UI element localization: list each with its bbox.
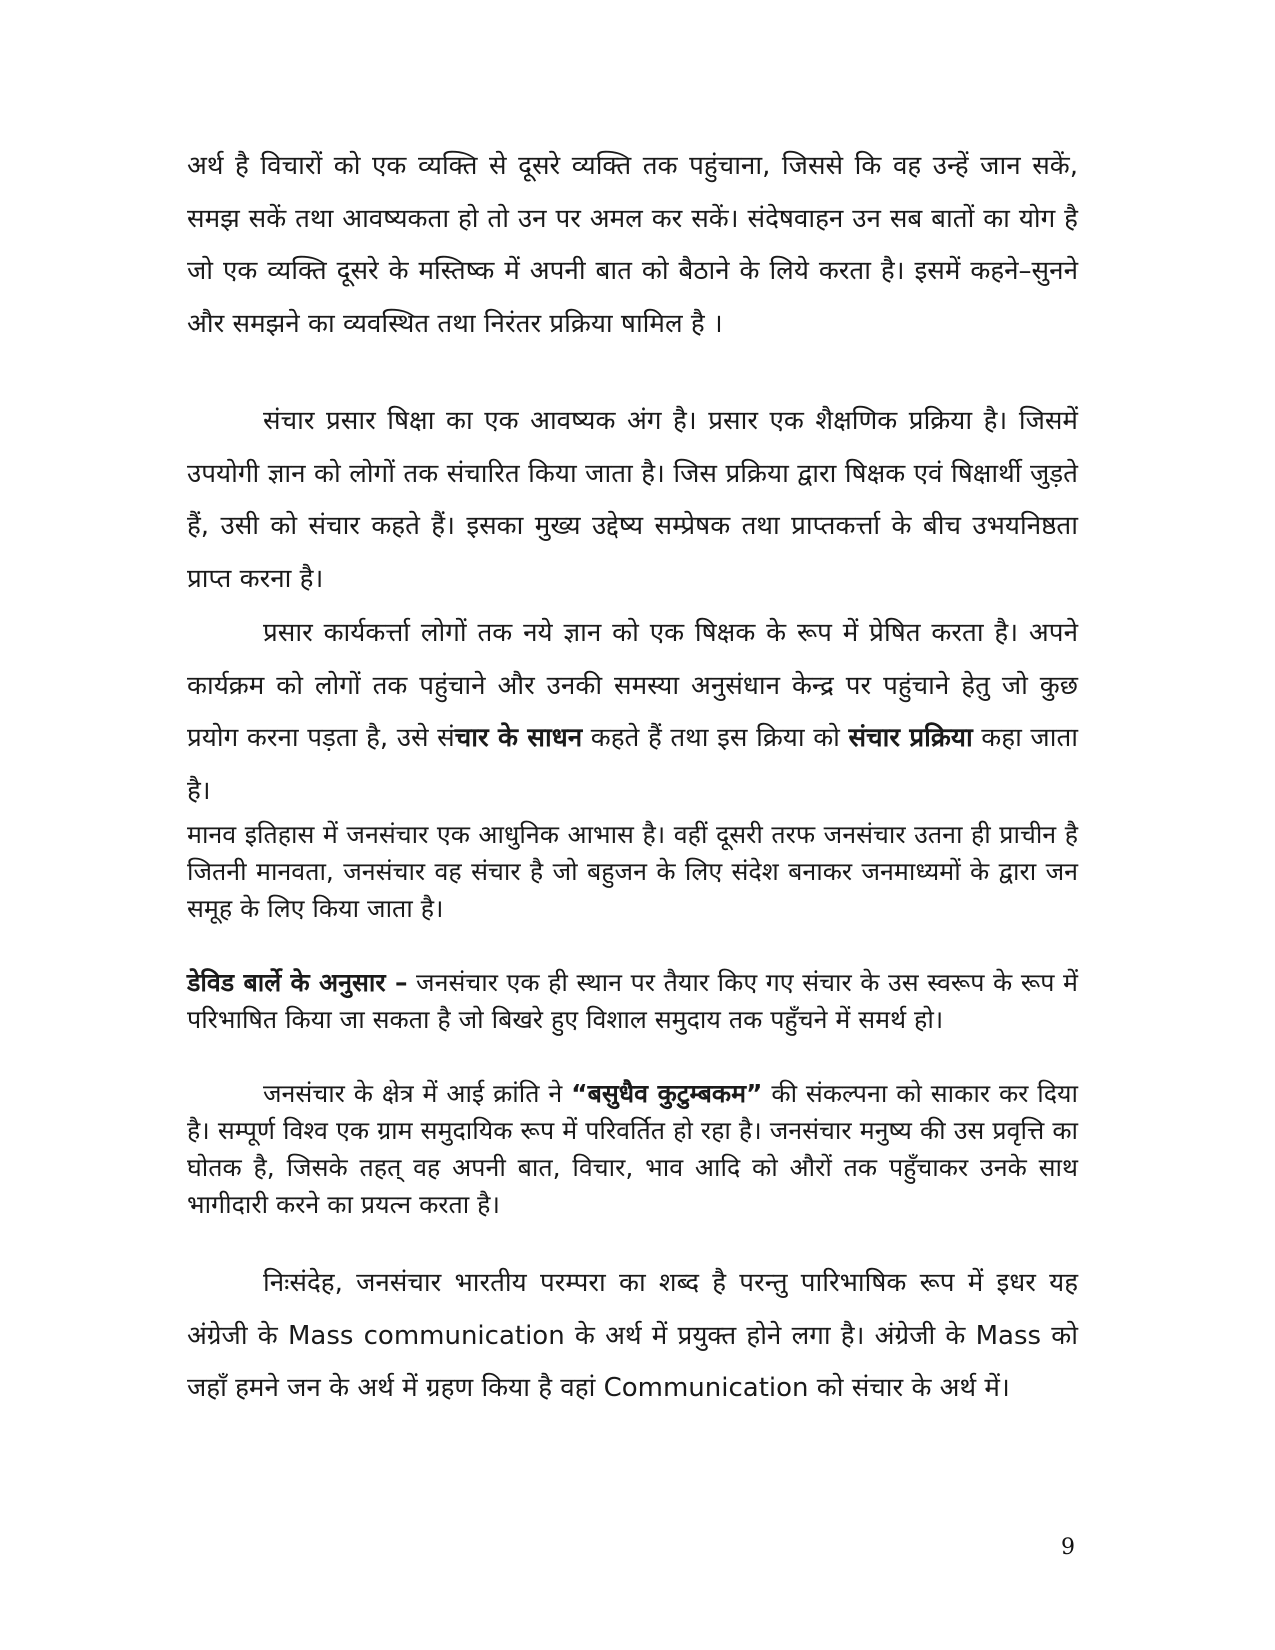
paragraph-global-village [187,1075,1078,1223]
paragraph-mass-communication-term: निःसंदेह, जनसंचार भारतीय परम्परा का शब्द है परन्तु पारिभाषिक रूप में इधर यह अंग्रेजी के Mass communication के अर्थ में प्रयुक्त होने लगा है। अंग्रेजी के Mass को जहाँ हमने जन के अर्थ में ग्रहण किया है वहां Communication को संचार के अर्थ में। [187,1268,1078,1403]
paragraph-extension-worker [187,607,1078,817]
paragraph-text: की संकल्पना को साकार कर दिया है। सम्पूर्ण विश्व एक ग्राम समुदायिक रूप में परिवर्तित हो रहा है। जनसंचार मनुष्य की उस प्रवृत्ति का घोतक है, जिसके तहत् वह अपनी बात, विचार, भाव आदि को औरों तक पहुँचाकर उनके साथ भागीदारी करने का प्रयत्न करता है। [187,1079,1078,1219]
paragraph-text: कहते हैं तथा इस क्रिया को [582,723,849,753]
paragraph-mass-communication-history: मानव इतिहास में जनसंचार एक आधुनिक आभास है। वहीं दूसरी तरफ जनसंचार उतना ही प्राचीन है जितनी मानवता, जनसंचार वह संचार है जो बहुजन के लिए संदेश बनाकर जनमाध्यमों के द्वारा जन समूह के लिए किया जाता है। [187,820,1078,923]
paragraph-communication-meaning: अर्थ है विचारों को एक व्यक्ति से दूसरे व्यक्ति तक पहुंचाना, जिससे कि वह उन्हें जान सकें, समझ सकें तथा आवष्यकता हो तो उन पर अमल कर सकें। संदेषवाहन उन सब बातों का योग है जो एक व्यक्ति दूसरे के मस्तिष्क में अपनी बात को बैठाने के लिये करता है। इसमें कहने–सुनने और समझने का व्यवस्थित तथा निरंतर प्रक्रिया षामिल है । [187,151,1078,339]
paragraph-text: कहा जाता है। [187,723,1079,806]
bold-term-communication-process: संचार प्रक्रिया [848,723,973,753]
paragraph-david-berlo-definition [187,964,1078,1038]
bold-term-vasudhaiva-kutumbakam: “बसुधैव कुटुम्बकम” [571,1079,763,1108]
paragraph-text: प्रसार कार्यकर्त्ता लोगों तक नये ज्ञान को एक षिक्षक के रूप में प्रेषित करता है। अपने कार्यक्रम को लोगों तक पहुंचाने और उनकी समस्या अनुसंधान केन्द्र पर पहुंचाने हेतु जो कुछ प्रयोग करना पड़ता है, उसे सं [187,618,1078,753]
paragraph-communication-extension: संचार प्रसार षिक्षा का एक आवष्यक अंग है। प्रसार एक शैक्षणिक प्रक्रिया है। जिसमें उपयोगी ज्ञान को लोगों तक संचारित किया जाता है। जिस प्रक्रिया द्वारा षिक्षक एवं षिक्षार्थी जुड़ते हैं, उसी को संचार कहते हैं। इसका मुख्य उद्देष्य सम्प्रेषक तथा प्राप्तकर्त्ता के बीच उभयनिष्ठता प्राप्त करना है। [187,406,1078,594]
paragraph-text: जनसंचार एक ही स्थान पर तैयार किए गए संचार के उस स्वरूप के रूप में परिभाषित किया जा सकता है जो बिखरे हुए विशाल समुदाय तक पहुँचने में समर्थ हो। [187,968,1078,1034]
bold-term-means-of-communication: चार के साधन [454,723,583,753]
paragraph-text: जनसंचार के क्षेत्र में आई क्रांति ने [263,1079,572,1108]
page-number: 9 [1061,1535,1075,1560]
bold-term-david-berlo: डेविड बार्ले के अनुसार – [187,968,408,997]
